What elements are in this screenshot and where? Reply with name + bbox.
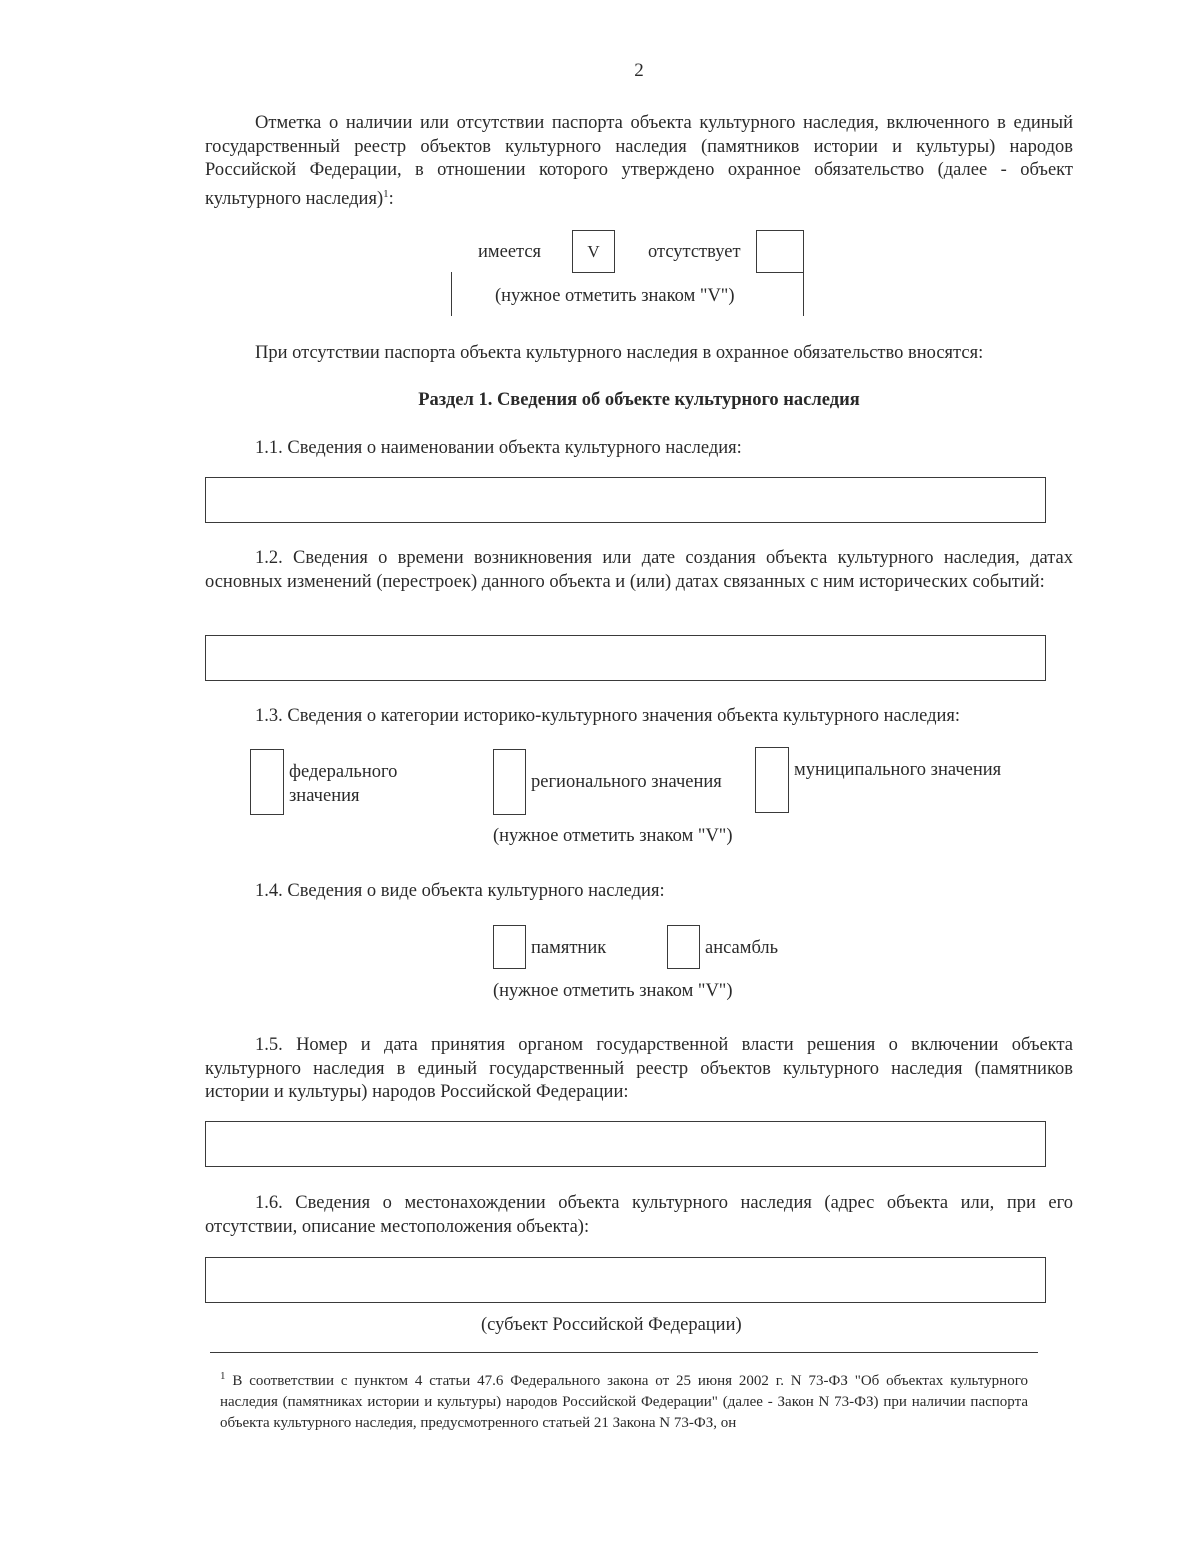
absent-paragraph: При отсутствии паспорта объекта культурного наследия в охранное обязательство вносятся: — [255, 343, 984, 363]
divider — [451, 272, 452, 316]
federal-label-line1: федерального — [289, 762, 398, 782]
footnote-mark: 1 — [220, 1370, 226, 1382]
passport-hint: (нужное отметить знаком "V") — [495, 286, 735, 306]
page-number: 2 — [634, 60, 644, 81]
federal-label — [289, 761, 397, 808]
footnote-ref: 1 — [383, 187, 389, 200]
ensemble-label: ансамбль — [705, 938, 779, 958]
passport-absent-checkbox[interactable] — [756, 230, 804, 273]
monument-checkbox[interactable] — [493, 925, 526, 969]
location-field[interactable] — [205, 1257, 1046, 1303]
regional-checkbox[interactable] — [493, 749, 526, 815]
passport-has-label: имеется — [478, 242, 542, 262]
intro-text: Отметка о наличии или отсутствии паспорта объекта культурного наследия, включенного в единый государственный реестр объектов культурного наследия (памятников истории и культуры) народов Российской Федерации, в отношении которого утверждено охранное обязательство (далее - объект культурного наследия) — [205, 113, 1073, 209]
item-1-3-label: 1.3. Сведения о категории историко-культурного значения объекта культурного наследия: — [255, 706, 961, 726]
ensemble-checkbox[interactable] — [667, 925, 700, 969]
intro-colon: : — [388, 188, 394, 209]
municipal-checkbox[interactable] — [755, 747, 789, 813]
passport-absent-label: отсутствует — [648, 242, 741, 262]
kind-hint: (нужное отметить знаком "V") — [493, 981, 733, 1001]
divider — [803, 272, 804, 316]
footnote-text: В соответствии с пунктом 4 статьи 47.6 Федерального закона от 25 июня 2002 г. N 73-ФЗ "Об объектах культурного наследия (памятниках истории и культуры) народов Российской Федерации" (далее - Закон N 73-ФЗ) при наличии паспорта объекта культурного наследия, предусмотренного статьей 21 Закона N 73-ФЗ, он — [220, 1373, 1028, 1431]
item-1-6-label: 1.6. Сведения о местонахождении объекта культурного наследия (адрес объекта или, при его отсутствии, описание местоположения объекта): — [205, 1193, 1073, 1237]
intro-paragraph — [205, 112, 1073, 211]
item-1-4-label: 1.4. Сведения о виде объекта культурного наследия: — [255, 881, 665, 901]
monument-label: памятник — [531, 938, 607, 958]
federal-label-line2: значения — [289, 785, 360, 806]
footnote-separator — [210, 1352, 1038, 1353]
check-mark: V — [587, 241, 600, 261]
passport-has-checkbox[interactable] — [572, 230, 615, 273]
section-title: Раздел 1. Сведения об объекте культурного наследия — [418, 390, 860, 410]
regional-label: регионального значения — [531, 772, 722, 792]
category-hint: (нужное отметить знаком "V") — [493, 826, 733, 846]
item-1-5-label: 1.5. Номер и дата принятия органом государственной власти решения о включении объекта культурного наследия в единый государственный реестр объектов культурного наследия (памятников истории и культуры) народов Российской Федерации: — [205, 1035, 1073, 1102]
item-1-1-label: 1.1. Сведения о наименовании объекта культурного наследия: — [255, 438, 742, 458]
object-name-field[interactable] — [205, 477, 1046, 523]
subject-caption: (субъект Российской Федерации) — [481, 1315, 742, 1335]
federal-checkbox[interactable] — [250, 749, 284, 815]
item-1-2-label: 1.2. Сведения о времени возникновения или дате создания объекта культурного наследия, датах основных изменений (перестроек) данного объекта и (или) датах связанных с ним исторических событий: — [205, 548, 1073, 592]
registry-decision-field[interactable] — [205, 1121, 1046, 1167]
footnote — [220, 1366, 1028, 1434]
object-dates-field[interactable] — [205, 635, 1046, 681]
municipal-label: муниципального значения — [794, 760, 1002, 780]
